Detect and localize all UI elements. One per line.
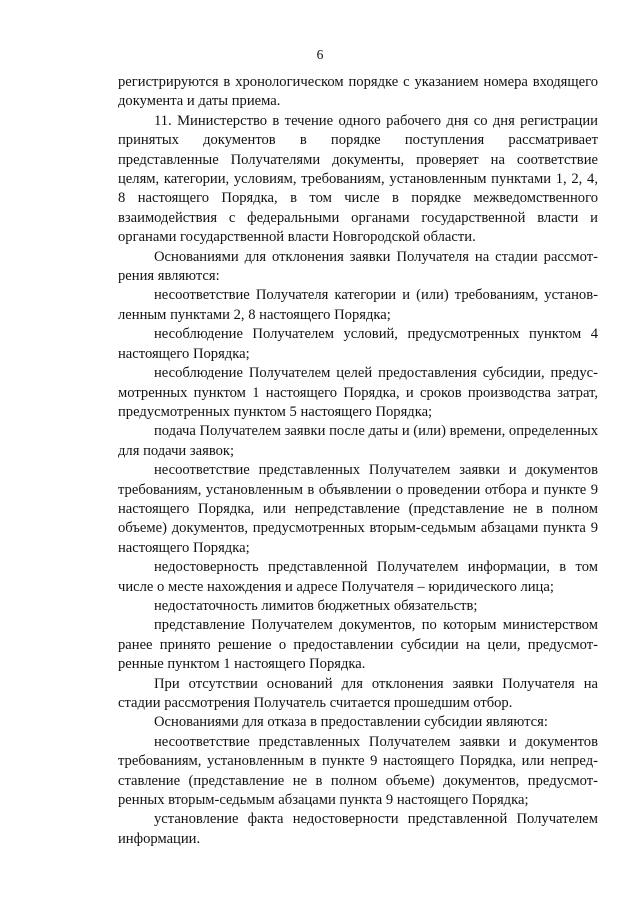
paragraph-rejection-grounds-heading: Основаниями для отклонения заявки Получателя на стадии рассмотрения являются: (118, 248, 598, 285)
paragraph-rejection-ground: несоблюдение Получателем целей предоставления субсидии, предусмотренных пунктом 1 настоящего Порядка, и сроков производства затрат, предусмотренных пунктом 5 настоящего Порядка; (118, 365, 598, 420)
paragraph-rejection-ground: несоблюдение Получателем условий, предусмотренных пунктом 4 настоящего Порядка; (118, 326, 598, 362)
paragraph-point-11: 11. Министерство в течение одного рабочего дня со дня регистрации принятых документов в порядке поступления рассматривает представленные Получателями документы, проверяет на соответствие целям, категории, условиям, требованиям, установленным пунктами 1, 2, 4, 8 настоящего Порядка, в том числе в порядке межведомственного взаимодействия с федеральными органами государственной власти и органами государственной власти Новгородской области. (118, 112, 598, 246)
paragraph-selection-passed: При отсутствии оснований для отклонения заявки Получателя на стадии рассмотрения Получатель считается прошедшим отбор. (118, 675, 598, 711)
paragraph-rejection-ground: недостоверность представленной Получателем информации, в том числе о месте нахождения и адресе Получателя – юридического лица; (118, 559, 598, 595)
paragraph-rejection-ground: несоответствие представленных Получателем заявки и документов требованиям, установленным в объявлении о проведении отбора и пункте 9 настоящего Порядка, или непредставление (представление не в полном объеме) документов, предусмотренных вторым-седьмым абзацами пункта 9 настоящего Порядка; (118, 462, 598, 556)
page-number: 6 (316, 47, 324, 62)
paragraph-refusal-ground: установление факта недостоверности представленной Получателем информации. (118, 811, 598, 847)
paragraph-refusal-ground: несоответствие представленных Получателем заявки и документов требованиям, установленным в пункте 9 настоящего Порядка, или непредставление (представление не в полном объеме) документов, предусмотренных вторым-седьмым абзацами пункта 9 настоящего Порядка; (118, 733, 598, 809)
paragraph-rejection-ground: представление Получателем документов, по которым министерством ранее принято решение о предоставлении субсидии на цели, предусмотренные пунктом 1 настоящего Порядка. (118, 617, 598, 673)
paragraph-rejection-ground: недостаточность лимитов бюджетных обязательств; (154, 597, 478, 614)
paragraph-rejection-ground: несоответствие Получателя категории и (или) требованиям, установленным пунктами 2, 8 настоящего Порядка; (118, 287, 598, 323)
document-body (118, 73, 598, 849)
paragraph-refusal-grounds-heading: Основаниями для отказа в предоставлении субсидии являются: (154, 714, 548, 731)
paragraph-continuation: регистрируются в хронологическом порядке с указанием номера входящего документа и даты приема. (118, 74, 598, 110)
paragraph-rejection-ground: подача Получателем заявки после даты и (или) времени, определенных для подачи заявок; (118, 423, 598, 459)
